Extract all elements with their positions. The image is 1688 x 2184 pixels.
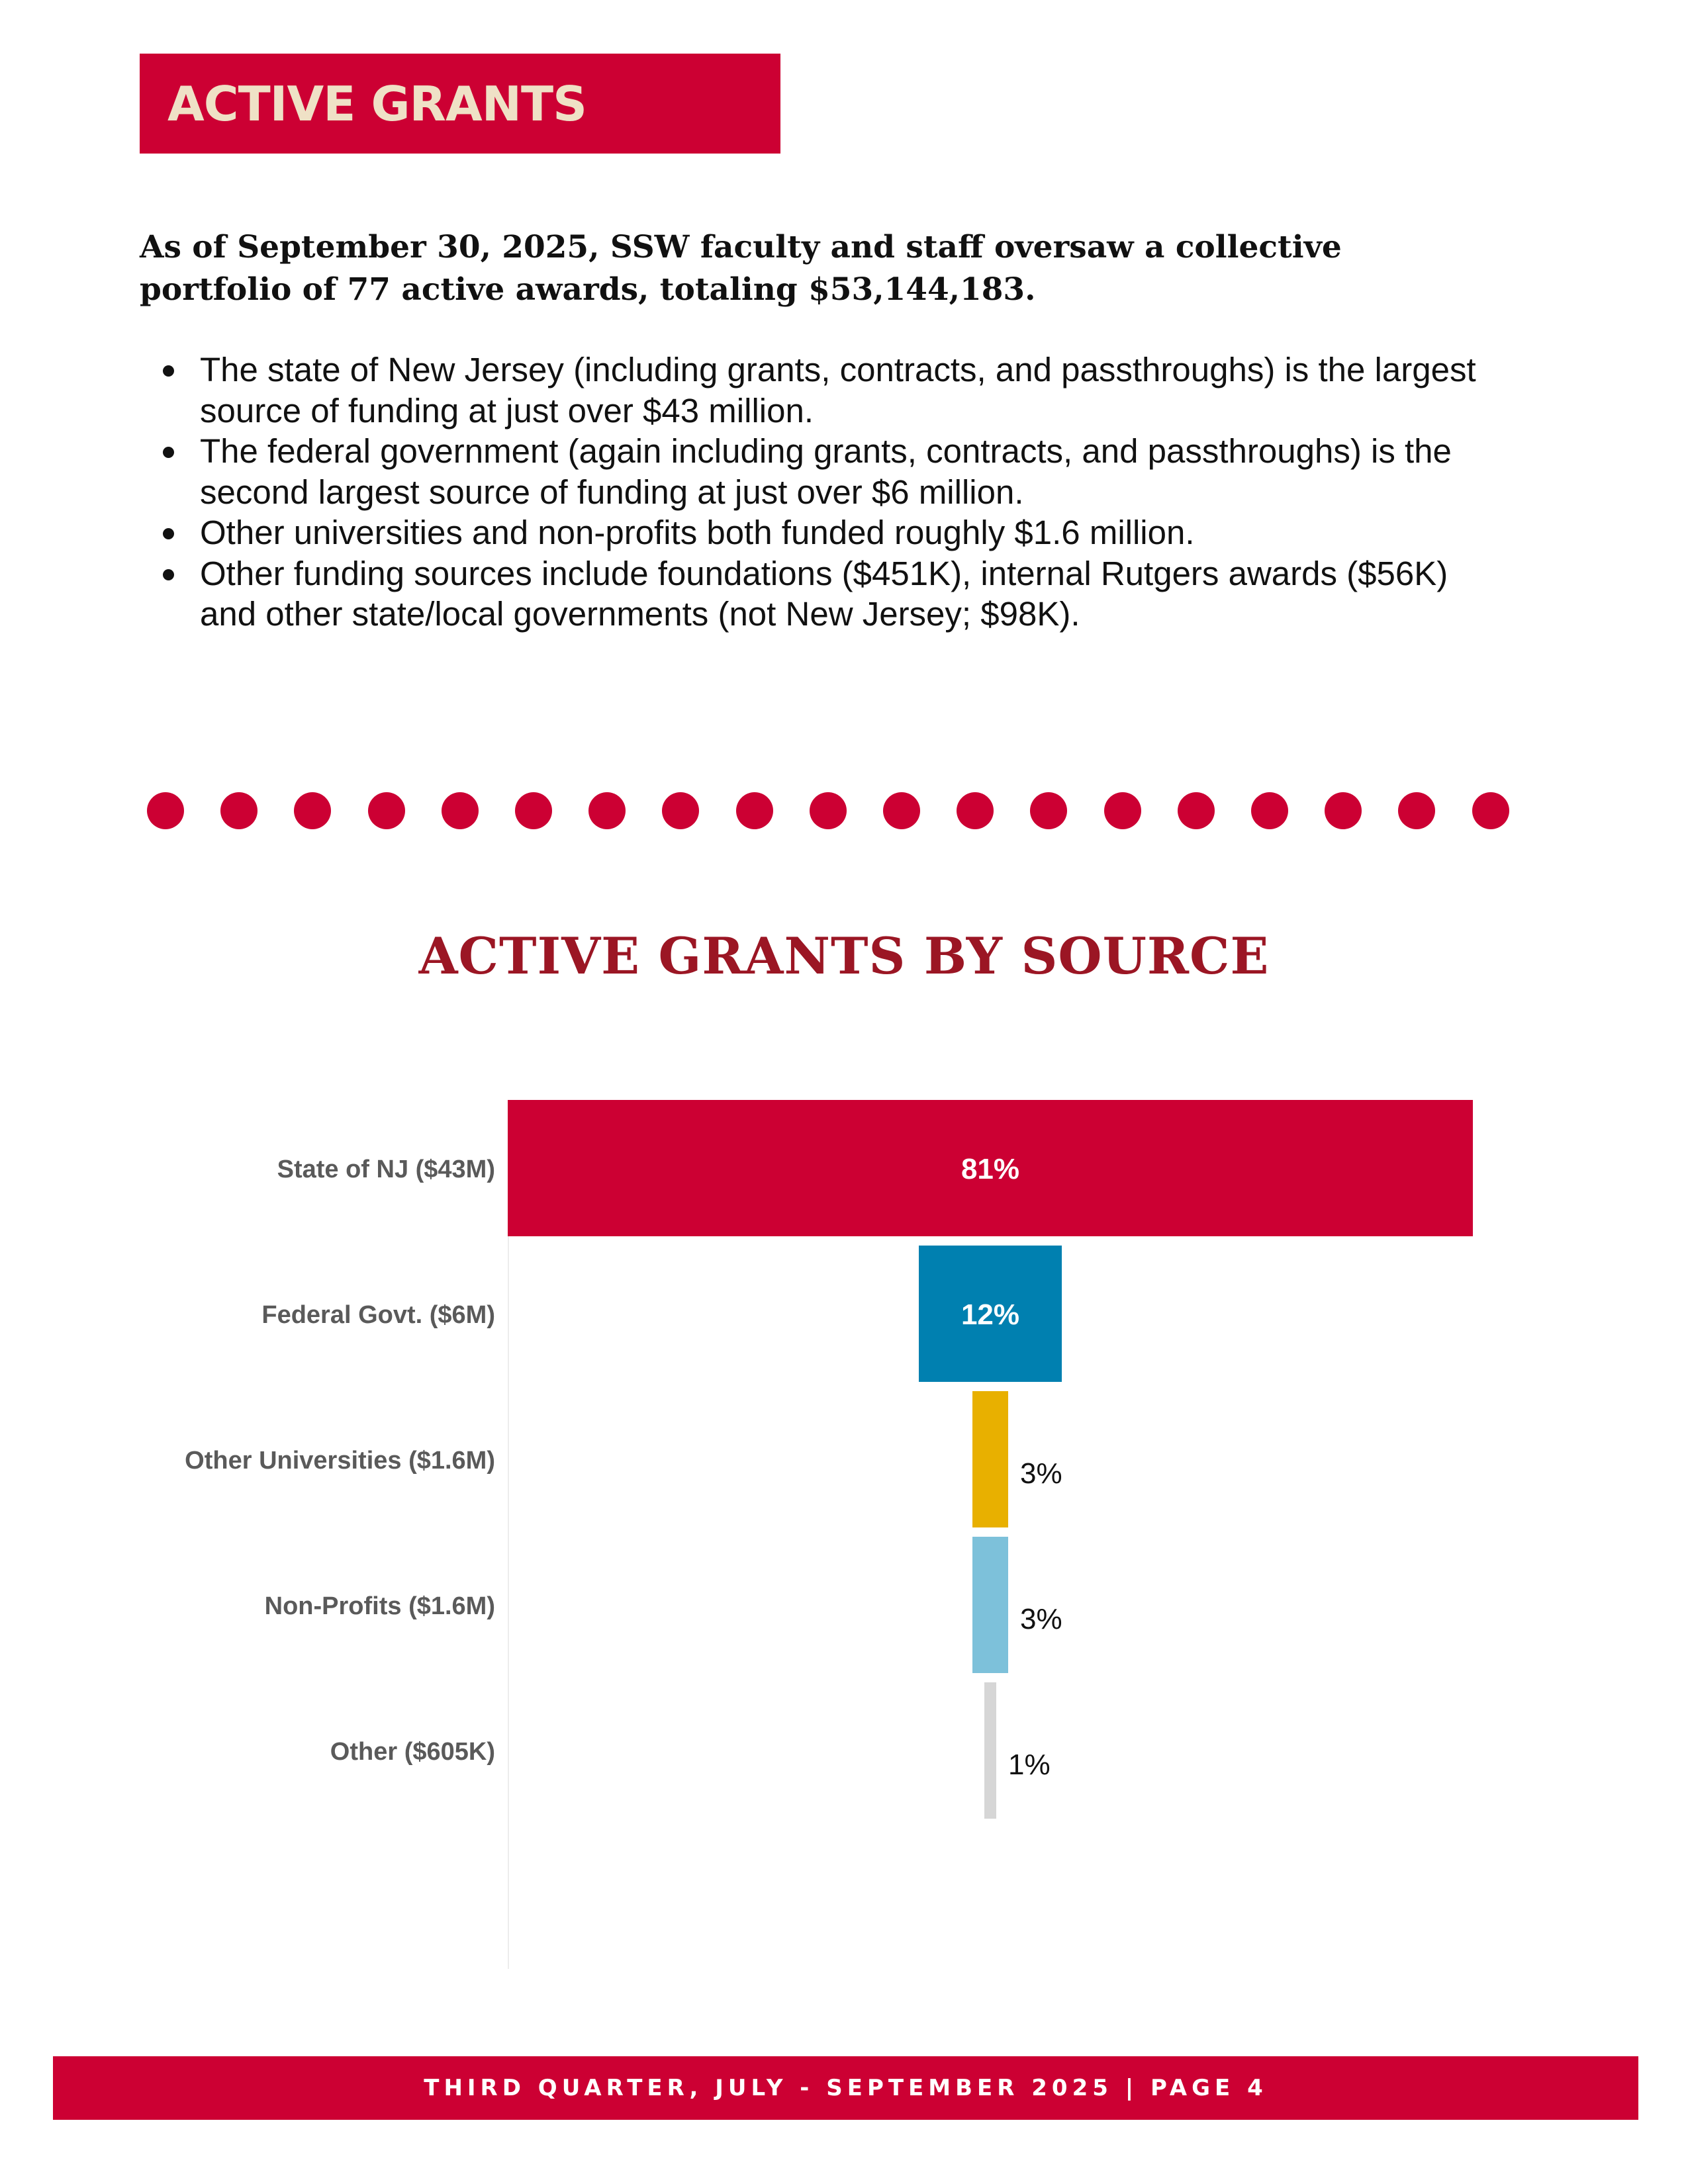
chart-bar <box>972 1391 1008 1527</box>
intro-summary: As of September 30, 2025, SSW faculty and staff oversaw a collective portfolio of 77 active awards, totaling $53,144,183. <box>140 229 1342 308</box>
category-label: Non-Profits ($1.6M) <box>264 1592 495 1620</box>
value-label: 3% <box>1020 1603 1062 1635</box>
bullet-text: The federal government (again including grants, contracts, and passthroughs) is the second largest source of funding at just over $6 million. <box>200 432 1452 511</box>
footer-text: THIRD QUARTER, JULY - SEPTEMBER 2025 | PAGE 4 <box>424 2075 1268 2101</box>
chart-title: ACTIVE GRANTS BY SOURCE <box>418 927 1270 985</box>
category-label: Other ($605K) <box>330 1738 495 1766</box>
category-label: Federal Govt. ($6M) <box>261 1301 495 1329</box>
bullet-text: Other funding sources include foundations ($451K), internal Rutgers awards ($56K) and other state/local governments (not New Jersey; $98K). <box>200 554 1448 633</box>
chart-bar <box>984 1682 996 1819</box>
value-label: 3% <box>1020 1457 1062 1490</box>
bullet-text: Other universities and non-profits both funded roughly $1.6 million. <box>200 514 1195 551</box>
category-label: Other Universities ($1.6M) <box>185 1447 495 1475</box>
page-footer <box>53 2056 1638 2120</box>
value-label: 1% <box>1008 1749 1051 1781</box>
section-title: ACTIVE GRANTS <box>167 75 586 132</box>
chart-bar <box>972 1537 1008 1673</box>
category-label: State of NJ ($43M) <box>277 1156 495 1183</box>
bullet-text: The state of New Jersey (including grants, contracts, and passthroughs) is the largest source of funding at just over $43 million. <box>200 351 1476 430</box>
value-label: 81% <box>961 1153 1020 1185</box>
value-label: 12% <box>961 1298 1020 1331</box>
